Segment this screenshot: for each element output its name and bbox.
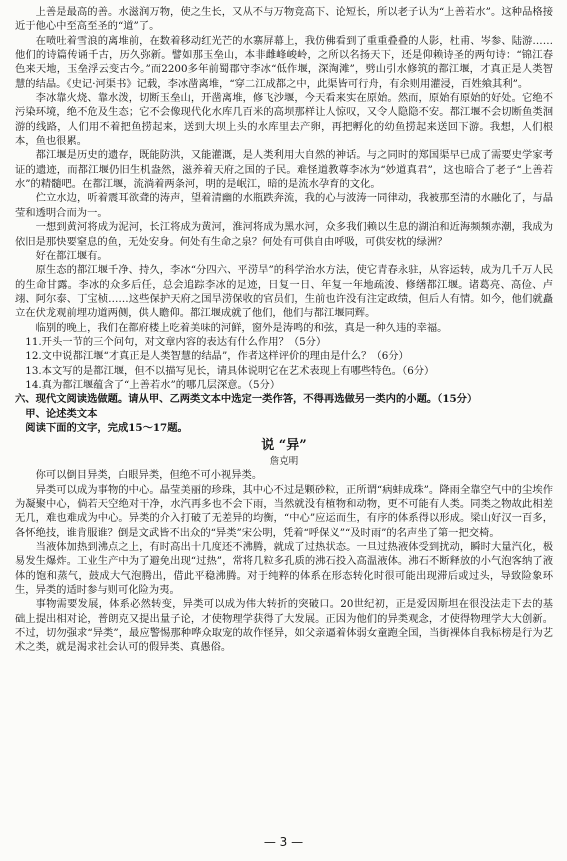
section-instruction: 阅读下面的文字，完成15～17题。 [25,421,188,434]
passage-a [15,5,553,335]
question-item: 14.真为都江堰蕴含了“上善若水”的哪几层深意。（5分） [25,378,281,391]
question-item: 11.开头一节的三个问句，对文章内容的表达有什么作用？（5分） [25,335,327,348]
question-item: 13.本文写的是都江堰，但不以描写见长，请具体说明它在艺术表现上有哪些特色。（6分） [25,364,435,377]
section-subheading: 甲、论述类文本 [25,407,98,420]
passage-a-paragraph: 伫立水边，听着震耳欲聋的涛声，望着清幽的水瓶跌奔流，我的心与波涛一同律动，我被那至清的水融化了，与晶莹和透明合而为一。 [15,192,553,219]
passage-a-paragraph: 都江堰是历史的遗存，既能防洪，又能灌溉，是人类利用大自然的神话。与之同时的郑国渠早已成了需要史学家考证的遗迹，而都江堰仍旧生机盎然，滋养着天府之国的子民。难怪道教尊李冰为“妙道真君”，这也暗合了老子“上善若水”的精髓吧。在都江堰，流淌着两条河，明的是岷江，暗的是流水孕育的文化。 [15,149,553,191]
passage-a-paragraph: 原生态的都江堰千净、持久，李冰“分四六、平涝旱”的科学治水方法，使它青春永驻，从容运转，成为几千万人民的生命甘露。李冰的众多后任，总会追踪李冰的足迹，日复一日、年复一年地疏浚、修缮都江堰。诸葛亮、高俭、卢翊、阿尔泰、丁宝桢……这些保护天府之国旱涝保收的官员们，生前也许没有注定政绩，但后人有情。如今，他们就矗立在伏龙观前埋功道两侧，供人瞻仰。都江堰成就了他们，他们与都江堰同辉。 [15,264,553,320]
passage-b-paragraph: 你可以倒目异类，白眼异类，但绝不可小视异类。 [35,469,263,482]
question-list [15,335,553,392]
article-title: 说 “异” [261,438,307,454]
passage-a-paragraph: 临别的晚上，我们在都府楼上吃着美味的河鲜，窗外是涛鸣的和弦，真是一种久违的幸福。 [35,321,448,334]
passage-a-paragraph: 李冰靠火烧、靠水泼，切断玉垒山，开凿离堆，修飞沙堰，今天看来实在原始。然而，原始有原始的好处。它绝不污染环境，绝不危及生态；它不会像现代化水库几百米的高坝那样让人惊叹，又令人隐隐不安。都江堰不会切断鱼类洄游的线路，人们用不着把鱼捞起来，送到大坝上头的水库里去产卵，再把孵化的幼鱼捞起来送回下游。我想，人们根本，鱼也很累。 [15,92,553,148]
section-six [15,392,553,435]
passage-a-paragraph: 好在都江堰有。 [35,249,108,262]
passage-b-paragraph: 事物需要发展，体系必然转变，异类可以成为伟大转折的突破口。20世纪初，正是爱因斯坦在很没法走下去的基础上提出相对论，普朗克又提出量子论，才使物理学获得了大发展。正因为他们的异类观念，才使得物理学大大创新。不过，切勿强求“异类”，最应警惕那种哗众取宠的故作怪异，如父亲逼着体弱女童跑全国，当街裸体自我标榜是行为艺术之类，就是渴求社会认可的假异类、真愚俗。 [15,598,553,654]
passage-a-paragraph: 一想到黄河将成为泥河，长江将成为黄河，淮河将成为黑水河，众多我们赖以生息的湖泊和近海频频赤潮，我成为依旧是那快要窒息的鱼，无处安身。何处有生命之泉？何处有可供自由呼吸，可供安枕的绿洲？ [15,221,553,248]
passage-b-header [15,437,553,468]
article-author: 詹克明 [269,456,299,468]
passage-b [15,437,553,654]
passage-a-paragraph: 上善是最高的善。水滋润万物，使之生长，又从不与万物竞高下、论短长，所以老子认为“上善若水”。这种品格接近于他心中至高至圣的“道”了。 [15,6,553,33]
passage-b-paragraph: 当液体加热到沸点之上，有时高出十几度还不沸腾，就成了过热状态。一旦过热液体受到扰动，瞬时大量汽化，极易发生爆炸。工业生产中为了避免出现“过热”，常将几粒多孔质的沸石投入高温液体。沸石不断释放的小气泡客纳了液体的饱和蒸气，鼓成大气泡腾出，借此平稳沸腾。对于纯粹的体系在形态转化时很可能出现滞后或过头，导致险象环生，异类的适时参与则可化险为夷。 [15,541,553,597]
passage-a-paragraph: 在喷吐着雪浪的离堆前，在数着移动红光芒的水寨屏幕上，我仿佛看到了重重叠叠的人影，杜甫、岑参、陆游……他们的诗篇传诵千古，历久弥新。譬如那玉垒山，本非雌峰峻岭，之所以名扬天下，还是仰赖诗圣的两句诗：“锦江春色来天地，玉垒浮云变古今。”而2200多年前蜀郡守李冰“低作堰，深淘滩”，劈山引水修筑的都江堰，才真正是人类智慧的结晶。《史记·河渠书》记载，李冰凿离堆，“穿二江成都之中，此渠皆可行舟，有余则用灌浸，百姓飨其利”。 [15,34,553,90]
section-heading: 六、现代文阅读选做题。请从甲、乙两类文本中选定一类作答，不得再选做另一类内的小题。（15分） [15,393,478,406]
passage-b-paragraph: 异类可以成为事物的中心。晶莹美丽的珍珠，其中心不过是颗砂粒，正所谓“病蚌成珠”。降雨全靠空气中的尘埃作为凝聚中心，倘若天空绝对干净，水汽再多也不会下雨，当然就没有植物和动物，更不可能有人类。同类之物故此相差无几，难也难成为中心。异类的介入打破了无差异的均衡，“中心”应运而生，有序的体系得以形成。梁山好汉一百多，各怀绝技，谁肯服谁？倒是文武皆不出众的“异类”宋公明，凭着“呼保义”“及时雨”的名声坐了第一把交椅。 [15,483,553,539]
page-number: — 3 — [263,835,304,849]
question-item: 12.文中说都江堰“才真正是人类智慧的结晶”，作者这样评价的理由是什么？（6分） [25,350,409,363]
